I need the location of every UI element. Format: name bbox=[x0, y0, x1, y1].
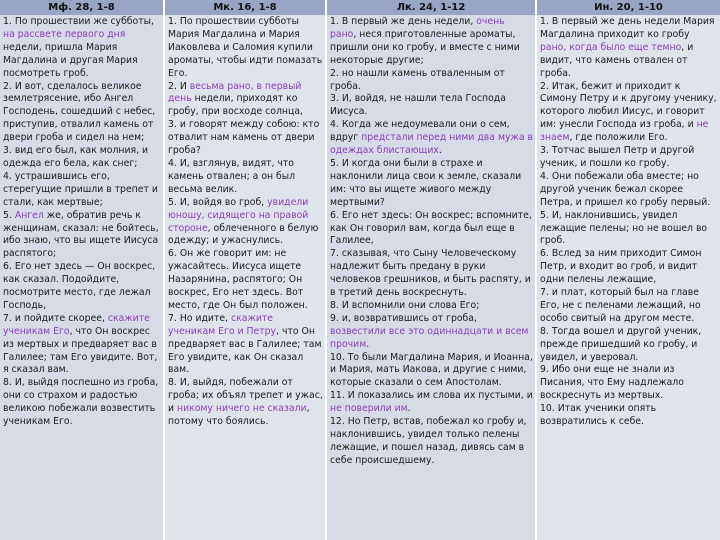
verse bbox=[168, 248, 323, 313]
verse bbox=[330, 93, 533, 119]
verse-text: 4. устрашившись его, стерегущие пришли в трепет и стали, как мертвые; bbox=[3, 170, 158, 208]
highlighted-text: скажите ученикам Его и Петру bbox=[168, 312, 277, 337]
verse-text: . bbox=[438, 145, 442, 157]
verse-text: . bbox=[407, 403, 411, 415]
verse bbox=[330, 248, 533, 300]
highlighted-text: не знаем bbox=[540, 119, 709, 144]
verse-text: , неся приготовленные ароматы, пришли они ко гробу, и вместе с ними некоторые другие; bbox=[330, 28, 520, 66]
column-matthew bbox=[0, 15, 163, 540]
highlighted-text: скажите ученикам Его bbox=[3, 312, 150, 337]
verse-text: 6. Его нет здесь — Он воскрес, как сказал. Подойдите, посмотрите место, где лежал Господь, bbox=[3, 261, 156, 311]
verse-text: 1. По прошествии субботы Мария Магдалина и Мария Иаковлева и Саломия купили ароматы, чтобы идти помазать Его. bbox=[168, 16, 323, 79]
verse-text: 12. Но Петр, встав, побежал ко гробу и, наклонившись, увидел только пелены лежащие, и пошел назад, дивясь сам в себе происшедшему. bbox=[330, 416, 527, 466]
verse bbox=[330, 390, 533, 416]
verse-text: 7. сказывая, что Сыну Человеческому надлежит быть предану в руки человеков грешников, и быть распяту, и в третий день воскреснуть. bbox=[330, 248, 531, 299]
verse bbox=[540, 326, 718, 365]
verse bbox=[330, 210, 533, 249]
verse bbox=[168, 158, 323, 197]
verse-text: 3. и говорят между собою: кто отвалит нам камень от двери гроба? bbox=[168, 119, 320, 157]
verse bbox=[540, 16, 718, 81]
verse-text: , где положили Его. bbox=[569, 132, 668, 144]
verse bbox=[3, 261, 161, 313]
highlighted-text: на рассвете первого дня bbox=[3, 28, 126, 40]
verse bbox=[168, 81, 323, 120]
verse-text: 8. И, выйдя поспешно из гроба, они со страхом и радостью великою побежали возвестить ученикам Его. bbox=[3, 377, 159, 428]
verse-text: 1. В первый же день недели Мария Магдалина приходит ко гробу bbox=[540, 16, 715, 40]
verse bbox=[168, 377, 323, 429]
verse bbox=[330, 119, 533, 158]
verse-text: , потому что боялись. bbox=[168, 403, 310, 428]
verse-text: 3. И, войдя, не нашли тела Господа Иисуса. bbox=[330, 93, 506, 118]
verse-text: 9. Ибо они еще не знали из Писания, что Ему надлежало воскреснуть из мертвых. bbox=[540, 364, 684, 402]
verse bbox=[540, 248, 718, 287]
verse-text: 5. И когда они были в страхе и наклонили лица свои к земле, сказали им: что вы ищете живого между мертвыми? bbox=[330, 157, 522, 208]
verse bbox=[3, 81, 161, 146]
column-mark bbox=[165, 15, 325, 540]
verse-text: 9. и, возвратившись от гроба, bbox=[330, 312, 477, 324]
verse-text: 3. Тотчас вышел Петр и другой ученик, и пошли ко гробу. bbox=[540, 145, 695, 169]
verse-text: 8. И, выйдя, побежали от гроба; их объял трепет и ужас, и bbox=[168, 377, 323, 415]
verse bbox=[168, 119, 323, 158]
verse-text: 8. Тогда вошел и другой ученик, прежде пришедший ко гробу, и увидел, и уверовал. bbox=[540, 325, 702, 363]
verse-text: , что Он воскрес из мертвых и предваряет вас в Галилее; там Его увидите. Вот, я сказал вам. bbox=[3, 325, 158, 376]
verse-text: 7. и пойдите скорее, bbox=[3, 312, 108, 324]
verse-text: . bbox=[366, 338, 370, 350]
highlighted-text: возвестили все это одиннадцати и всем прочим bbox=[330, 325, 529, 350]
highlighted-text: рано, когда было еще темно bbox=[540, 41, 682, 53]
verse bbox=[168, 313, 323, 378]
highlighted-text: очень рано bbox=[330, 16, 505, 40]
verse bbox=[330, 16, 533, 68]
highlighted-text: Ангел bbox=[14, 209, 44, 221]
verse bbox=[3, 145, 161, 171]
verse bbox=[540, 171, 718, 210]
verse bbox=[3, 210, 161, 262]
verse-text: 3. вид его был, как молния, и одежда его бела, как снег; bbox=[3, 145, 149, 169]
header-matthew: Мф. 28, 1-8 bbox=[0, 0, 163, 15]
verse-text: 6. Он же говорит им: не ужасайтесь. Иисуса ищете Назарянина, распятого; Он воскрес, Его нет здесь. Вот место, где Он был положен. bbox=[168, 248, 308, 311]
verse-text: 10. То были Магдалина Мария, и Иоанна, и Мария, мать Иакова, и другие с ними, которые сказали о сем Апостолам. bbox=[330, 351, 533, 389]
highlighted-text: предстали перед ними два мужа в одеждах блистающих bbox=[330, 132, 533, 157]
verse bbox=[330, 313, 533, 352]
verse-text: 2. Итак, бежит и приходит к Симону Петру и к другому ученику, которого любил Иисус, и говорит им: унесли Господа из гроба, и bbox=[540, 80, 717, 131]
header-john: Ин. 20, 1-10 bbox=[537, 0, 720, 15]
verse bbox=[330, 352, 533, 391]
verse-text: 2. но нашли камень отваленным от гроба. bbox=[330, 67, 505, 92]
verse bbox=[168, 197, 323, 249]
verse-text: 8. И вспомнили они слова Его; bbox=[330, 299, 480, 311]
verse-text: же, обратив речь к женщинам, сказал: не бойтесь, ибо знаю, что вы ищете Иисуса распятого; bbox=[3, 209, 159, 260]
verse-text: 4. Когда же недоумевали они о сем, вдруг bbox=[330, 119, 510, 144]
verse-text: недели, пришла Мария Магдалина и другая Мария посмотреть гроб. bbox=[3, 41, 138, 79]
verse-text: 1. В первый же день недели, bbox=[330, 16, 477, 27]
verse bbox=[330, 416, 533, 468]
verse-text: недели, приходят ко гробу, при восходе солнца, bbox=[168, 93, 303, 118]
verse bbox=[3, 313, 161, 378]
verse bbox=[330, 68, 533, 94]
verse-text: 11. И показались им слова их пустыми, и bbox=[330, 390, 533, 402]
verse-text: 10. Итак ученики опять возвратились к себе. bbox=[540, 403, 657, 428]
verse-text: , облеченного в белую одежду; и ужаснулись. bbox=[168, 222, 319, 247]
verse bbox=[3, 377, 161, 429]
verse bbox=[540, 287, 718, 326]
verse-text: 4. И, взглянув, видят, что камень отвален; а он был весьма велик. bbox=[168, 157, 296, 195]
verse bbox=[330, 300, 533, 313]
verse bbox=[3, 16, 161, 81]
header-luke: Лк. 24, 1-12 bbox=[327, 0, 535, 15]
verse bbox=[540, 210, 718, 249]
column-luke bbox=[327, 15, 535, 540]
verse-text: 1. По прошествии же субботы, bbox=[3, 16, 154, 27]
verse bbox=[540, 364, 718, 403]
verse-text: 6. Вслед за ним приходит Симон Петр, и входит во гроб, и видит одни пелены лежащие, bbox=[540, 248, 702, 286]
verse bbox=[540, 403, 718, 429]
verse bbox=[540, 81, 718, 146]
verse-text: 5. И, войдя во гроб, bbox=[168, 196, 268, 208]
verse-text: 7. Но идите, bbox=[168, 312, 232, 324]
verse-text: 2. И bbox=[168, 80, 190, 92]
verse-text: 7. и плат, который был на главе Его, не с пеленами лежащий, но особо свитый на другом месте. bbox=[540, 287, 701, 324]
verse-text: 5. bbox=[3, 209, 15, 221]
verse-text: 5. И, наклонившись, увидел лежащие пелены; но не вошел во гроб. bbox=[540, 209, 708, 247]
verse-text: , что Он предваряет вас в Галилее; там Его увидите, как Он сказал вам. bbox=[168, 325, 322, 376]
highlighted-text: весьма рано, в первый день bbox=[168, 80, 302, 105]
highlighted-text: никому ничего не сказали bbox=[177, 403, 307, 415]
verse-text: 2. И вот, сделалось великое землетрясение, ибо Ангел Господень, сошедший с небес, приступив, отвалил камень от двери гроба и сидел на нем; bbox=[3, 80, 156, 144]
verse bbox=[540, 145, 718, 171]
column-john bbox=[537, 15, 720, 540]
highlighted-text: не поверили им bbox=[330, 403, 408, 415]
verse-text: 6. Его нет здесь: Он воскрес; вспомните, как Он говорил вам, когда был еще в Галилее, bbox=[330, 209, 532, 247]
verse-text: 4. Они побежали оба вместе; но другой ученик бежал скорее Петра, и пришел ко гробу первый. bbox=[540, 170, 711, 208]
header-mark: Мк. 16, 1-8 bbox=[165, 0, 325, 15]
verse bbox=[3, 171, 161, 210]
highlighted-text: увидели юношу, сидящего на правой стороне bbox=[168, 196, 309, 234]
verse-text: , и видит, что камень отвален от гроба. bbox=[540, 41, 694, 79]
verse bbox=[168, 16, 323, 81]
verse bbox=[330, 158, 533, 210]
